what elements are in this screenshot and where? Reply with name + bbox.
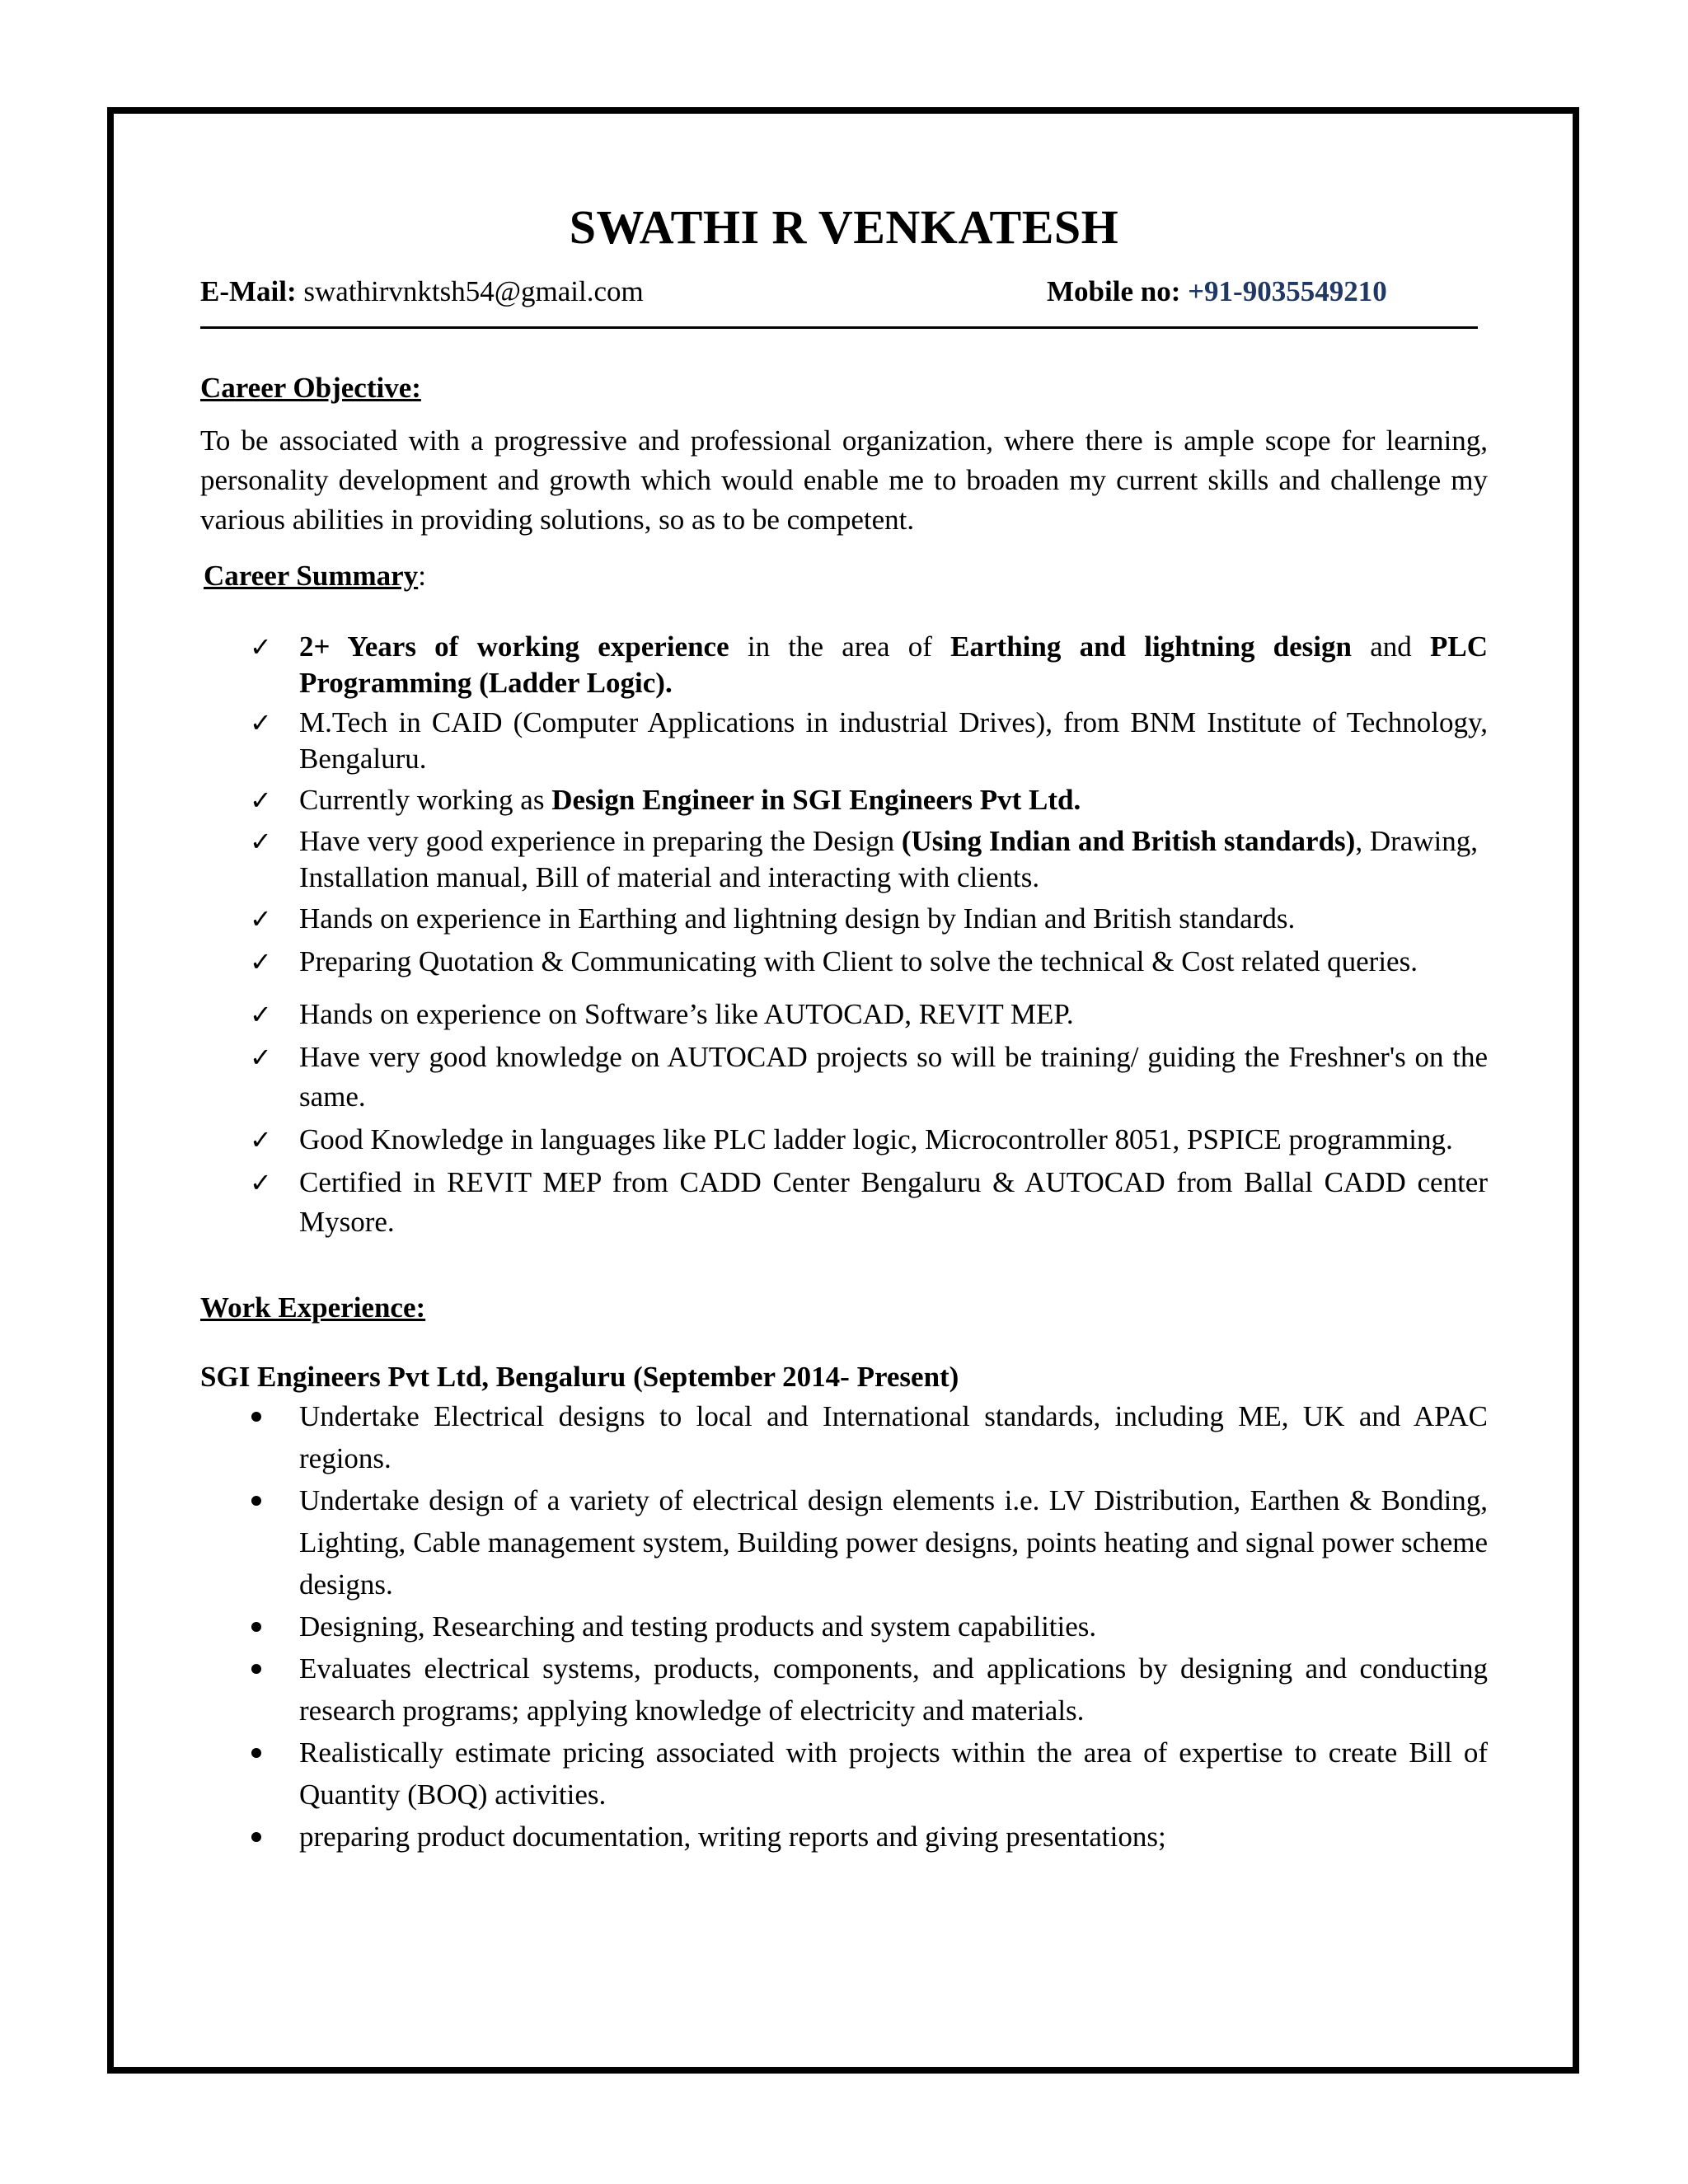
checkmark-icon: ✓ xyxy=(250,903,272,935)
summary-item xyxy=(200,1120,1488,1160)
candidate-name: SWATHI R VENKATESH xyxy=(569,200,1119,254)
work-item-text: Realistically estimate pricing associated with projects within the area of expertise to create Bill of Quantity (BOQ) activities. xyxy=(299,1736,1488,1811)
work-experience-list xyxy=(200,1395,1488,1858)
career-summary-heading-wrap xyxy=(200,558,1488,594)
career-summary-colon: : xyxy=(418,560,426,592)
career-summary-list xyxy=(200,629,1488,1242)
summary-text: , Drawing, Installation manual, Bill of material and interacting with clients. xyxy=(299,825,1479,893)
summary-text-bold: (Using Indian and British standards) xyxy=(901,825,1356,857)
summary-item xyxy=(200,899,1488,939)
email-block xyxy=(200,274,644,310)
bullet-icon xyxy=(251,1664,261,1674)
work-item-text: preparing product documentation, writing reports and giving presentations; xyxy=(299,1821,1166,1853)
work-item xyxy=(200,1605,1488,1647)
checkmark-icon: ✓ xyxy=(250,785,272,816)
summary-text-bold: PLC Programming (Ladder Logic). xyxy=(299,630,1488,699)
work-item-text: Undertake design of a variety of electrical design elements i.e. LV Distribution, Earthen & Bonding, Lighting, Cable management system, Building power designs, points heating and signal power scheme designs. xyxy=(299,1484,1488,1601)
career-objective-text: To be associated with a progressive and professional organization, where there is ample scope for learning, personality development and growth which would enable me to broaden my current skills and challenge my various abilities in providing solutions, so as to be competent. xyxy=(200,424,1488,536)
work-item xyxy=(200,1732,1488,1816)
checkmark-icon: ✓ xyxy=(250,1167,272,1198)
checkmark-icon: ✓ xyxy=(250,826,272,857)
summary-item xyxy=(200,1163,1488,1242)
summary-text: Good Knowledge in languages like PLC ladder logic, Microcontroller 8051, PSPICE programming. xyxy=(299,1123,1453,1155)
summary-text: Certified in REVIT MEP from CADD Center Bengaluru & AUTOCAD from Ballal CADD center Mysore. xyxy=(299,1166,1488,1238)
summary-item xyxy=(200,705,1488,777)
work-item xyxy=(200,1647,1488,1732)
career-objective-heading: Career Objective: xyxy=(200,372,421,404)
mobile-label: Mobile no: xyxy=(1047,275,1181,307)
summary-text: M.Tech in CAID (Computer Applications in industrial Drives), from BNM Institute of Technology, Bengaluru. xyxy=(299,706,1488,775)
summary-text: Preparing Quotation & Communicating with Client to solve the technical & Cost related queries. xyxy=(299,945,1418,977)
checkmark-icon: ✓ xyxy=(250,999,272,1030)
summary-item xyxy=(200,942,1488,982)
summary-text: Have very good knowledge on AUTOCAD projects so will be training/ guiding the Freshner's on the same. xyxy=(299,1041,1488,1113)
summary-item xyxy=(200,995,1488,1034)
summary-text: Hands on experience on Software’s like AUTOCAD, REVIT MEP. xyxy=(299,998,1074,1030)
summary-item xyxy=(200,823,1488,896)
summary-text: and xyxy=(1352,630,1430,663)
checkmark-icon: ✓ xyxy=(250,631,272,663)
work-item xyxy=(200,1816,1488,1858)
checkmark-icon: ✓ xyxy=(250,946,272,977)
summary-text-bold: Earthing and lightning design xyxy=(950,630,1352,663)
summary-item xyxy=(200,1038,1488,1117)
bullet-icon xyxy=(251,1496,261,1506)
contact-row xyxy=(200,274,1488,310)
checkmark-icon: ✓ xyxy=(250,1124,272,1155)
work-item-text: Designing, Researching and testing products and system capabilities. xyxy=(299,1610,1097,1643)
summary-text: Currently working as xyxy=(299,784,552,816)
career-summary-heading: Career Summary xyxy=(204,560,419,592)
email-label: E-Mail: xyxy=(200,275,297,307)
work-item-text: Evaluates electrical systems, products, components, and applications by designing and conducting research programs; applying knowledge of electricity and materials. xyxy=(299,1652,1488,1727)
email-value[interactable]: swathirvnktsh54@gmail.com xyxy=(303,275,644,307)
summary-text: Have very good experience in preparing the Design xyxy=(299,825,902,857)
summary-item xyxy=(200,629,1488,701)
work-item xyxy=(200,1479,1488,1605)
bullet-icon xyxy=(251,1412,261,1422)
work-item-text: Undertake Electrical designs to local and International standards, including ME, UK and APAC regions. xyxy=(299,1400,1488,1474)
resume-content xyxy=(200,198,1488,1858)
mobile-block xyxy=(1047,274,1387,310)
mobile-value[interactable]: +91-9035549210 xyxy=(1188,275,1387,307)
bullet-icon xyxy=(251,1832,261,1842)
summary-text-bold: 2+ Years of working experience xyxy=(299,630,729,663)
summary-text: in the area of xyxy=(729,630,951,663)
checkmark-icon: ✓ xyxy=(250,1042,272,1073)
checkmark-icon: ✓ xyxy=(250,707,272,738)
header-divider xyxy=(200,326,1478,329)
bullet-icon xyxy=(251,1622,261,1632)
summary-text-bold: Design Engineer in SGI Engineers Pvt Ltd. xyxy=(551,784,1081,816)
summary-item xyxy=(200,780,1488,820)
summary-text: Hands on experience in Earthing and lightning design by Indian and British standards. xyxy=(299,902,1296,935)
work-item xyxy=(200,1395,1488,1479)
work-experience-heading: Work Experience: xyxy=(200,1291,426,1324)
company-title: SGI Engineers Pvt Ltd, Bengaluru (September 2014- Present) xyxy=(200,1361,959,1393)
bullet-icon xyxy=(251,1748,261,1758)
